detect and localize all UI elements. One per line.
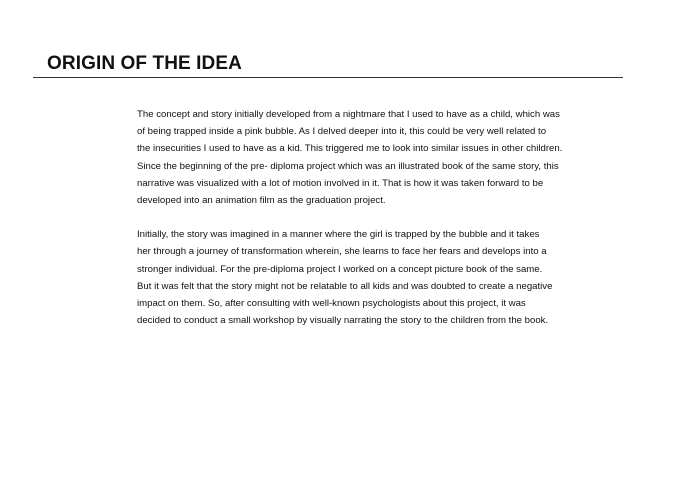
body-text [137, 106, 607, 329]
section-title: ORIGIN OF THE IDEA [47, 53, 242, 74]
paragraph-line: of being trapped inside a pink bubble. As I delved deeper into it, this could be very well related to [137, 126, 547, 138]
paragraph-1 [137, 106, 607, 209]
paragraph-line: Initially, the story was imagined in a manner where the girl is trapped by the bubble and it takes [137, 229, 540, 241]
paragraph-line: But it was felt that the story might not be relatable to all kids and was doubted to create a negative [137, 280, 553, 292]
title-divider [33, 77, 623, 78]
paragraph-line: decided to conduct a small workshop by visually narrating the story to the children from the book. [137, 315, 549, 327]
paragraph-line: stronger individual. For the pre-diploma project I worked on a concept picture book of the same. [137, 263, 543, 275]
paragraph-line: the insecurities I used to have as a kid. This triggered me to look into similar issues in other children. [137, 143, 563, 155]
paragraph-line: her through a journey of transformation wherein, she learns to face her fears and develops into a [137, 246, 547, 258]
paragraph-line: The concept and story initially developed from a nightmare that I used to have as a child, which was [137, 109, 560, 120]
paragraph-line: impact on them. So, after consulting with well-known psychologists about this project, it was [137, 298, 526, 310]
paragraph-2 [137, 226, 607, 329]
paragraph-line: narrative was visualized with a lot of motion involved in it. That is how it was taken forward to be [137, 177, 544, 189]
paragraph-line: developed into an animation film as the graduation project. [137, 195, 386, 207]
paragraph-line: Since the beginning of the pre- diploma project which was an illustrated book of the same story, this [137, 160, 559, 172]
